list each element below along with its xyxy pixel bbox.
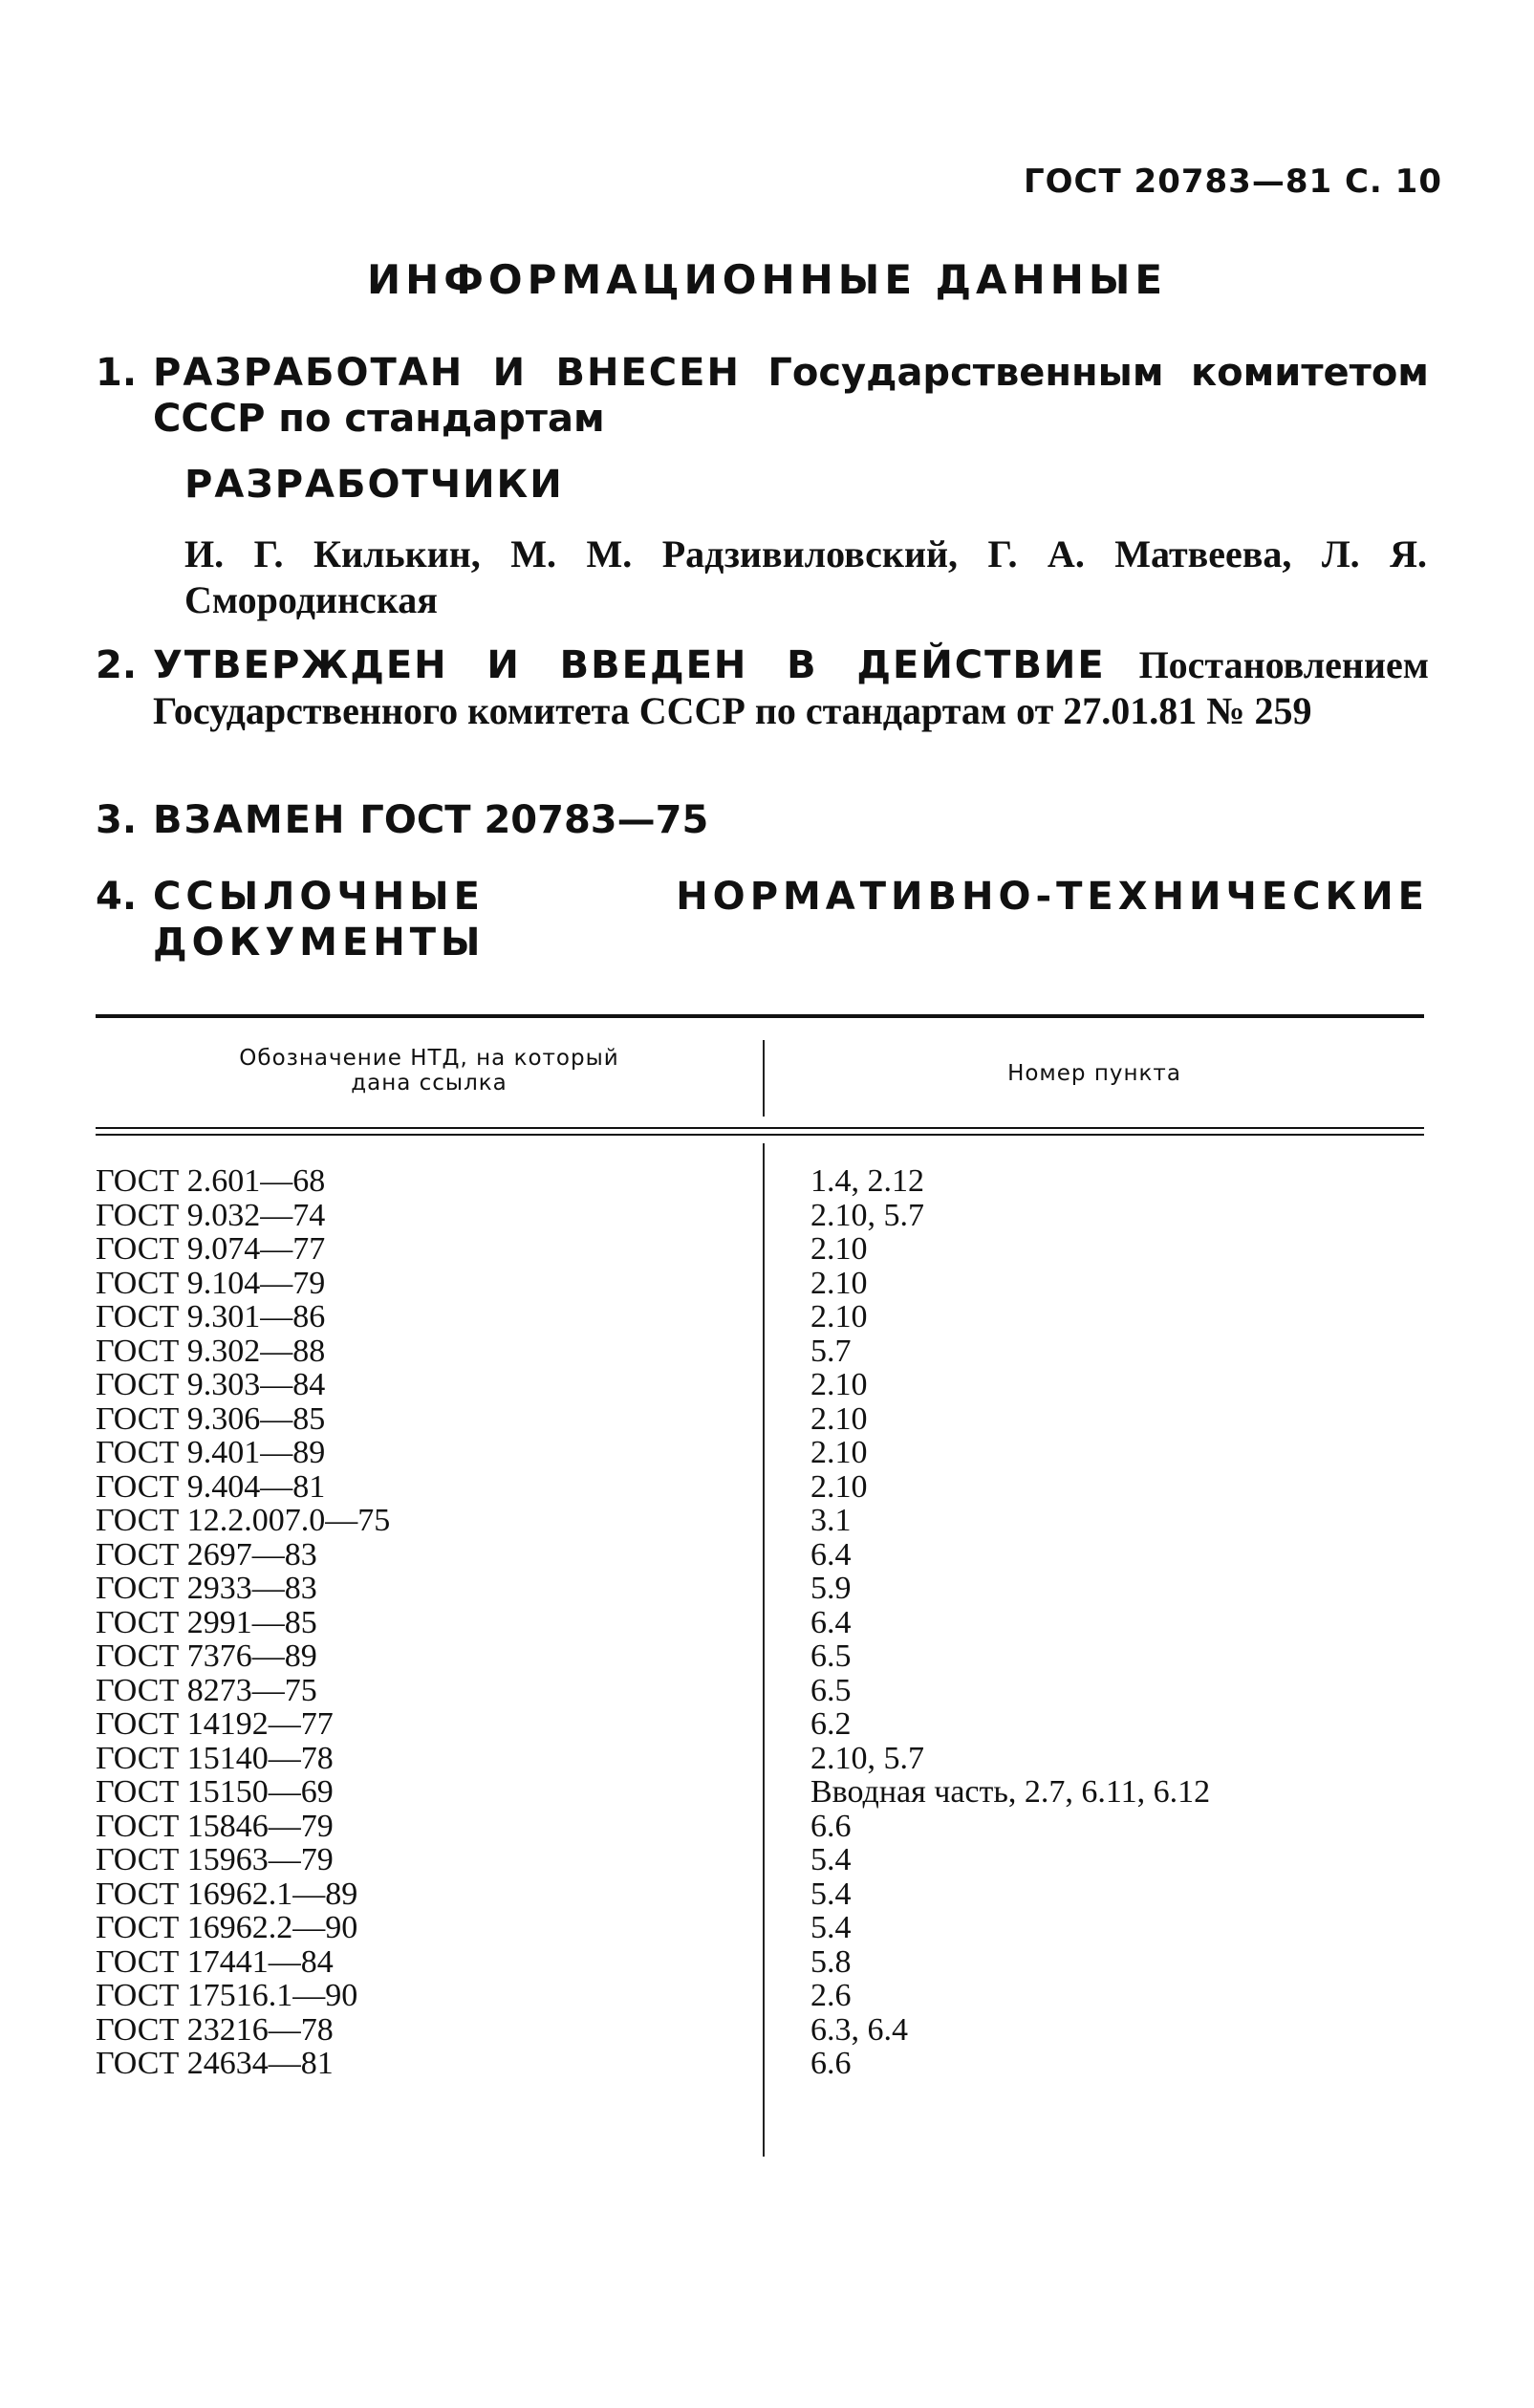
clause-cell: 5.8 [810,1943,852,1980]
designation-cell: ГОСТ 15963—79 [96,1842,334,1877]
item-lead: УТВЕРЖДЕН И ВВЕДЕН В ДЕЙСТВИЕ [153,643,1106,687]
clause-cell: 2.6 [810,1978,852,2013]
page-title: ИНФОРМАЦИОННЫЕ ДАННЫЕ [366,256,1168,303]
designation-cell: ГОСТ 12.2.007.0—75 [96,1503,391,1538]
clause-cell: 6.2 [810,1706,852,1742]
table-row [96,1775,1424,1810]
item-text: ГОСТ 20783—75 [346,798,709,842]
table-row [96,1979,1424,2013]
designation-cell: ГОСТ 16962.2—90 [96,1910,358,1945]
table-row [96,1674,1424,1708]
table-row [96,1945,1424,1980]
item-text: Государственным комитетом СССР по стандартам [153,351,1429,441]
header-rule [96,1134,1424,1136]
reference-table [96,1164,1424,2081]
item-4 [96,874,1429,965]
clause-cell: 2.10, 5.7 [810,1197,924,1233]
clause-cell: 5.7 [810,1333,852,1369]
designation-cell: ГОСТ 9.401—89 [96,1435,326,1470]
designation-cell: ГОСТ 7376—89 [96,1638,317,1674]
designation-cell: ГОСТ 8273—75 [96,1672,317,1708]
clause-cell: 5.4 [810,1910,852,1945]
table-row [96,1334,1424,1369]
table-row [96,1164,1424,1199]
clause-cell: 6.6 [810,2046,852,2081]
clause-cell: 2.10 [810,1231,868,1267]
designation-cell: ГОСТ 9.104—79 [96,1265,326,1301]
header-rule [96,1127,1424,1129]
clause-cell: 2.10 [810,1468,868,1505]
item-lead: ССЫЛОЧНЫЕ НОРМАТИВНО-ТЕХНИЧЕСКИЕ ДОКУМЕНТЫ [153,875,1429,965]
page-header: ГОСТ 20783—81 С. 10 [1023,163,1442,201]
clause-cell: 2.10 [810,1299,868,1334]
designation-cell: ГОСТ 2697—83 [96,1536,317,1573]
clause-cell: 2.10 [810,1400,868,1437]
clause-cell: 6.4 [810,1536,852,1573]
developers-heading: РАЗРАБОТЧИКИ [184,463,564,507]
item-1 [96,350,1429,442]
designation-cell: ГОСТ 15140—78 [96,1740,334,1776]
table-row [96,2047,1424,2081]
designation-cell: ГОСТ 2991—85 [96,1604,317,1640]
clause-cell: 2.10 [810,1435,868,1470]
clause-cell: 2.10 [810,1265,868,1301]
designation-cell: ГОСТ 9.074—77 [96,1231,326,1267]
clause-cell: 5.4 [810,1842,852,1877]
designation-cell: ГОСТ 17516.1—90 [96,1978,358,2013]
item-lead: ВЗАМЕН [153,798,347,842]
clause-cell: 6.5 [810,1638,852,1674]
clause-cell: 2.10 [810,1367,868,1402]
table-row [96,1742,1424,1776]
table-row [96,1300,1424,1334]
item-text: Постановлением Государственного комитета СССР по стандартам от 27.01.81 № 259 [153,643,1429,732]
column-divider [763,1040,765,1117]
table-row [96,2013,1424,2048]
designation-cell: ГОСТ 14192—77 [96,1706,334,1742]
table-row [96,1402,1424,1437]
designation-cell: ГОСТ 24634—81 [96,2046,334,2081]
designation-cell: ГОСТ 9.303—84 [96,1367,326,1402]
table-row [96,1199,1424,1233]
table-row [96,1232,1424,1267]
table-row [96,1911,1424,1945]
designation-cell: ГОСТ 9.301—86 [96,1299,326,1334]
designation-cell: ГОСТ 23216—78 [96,2011,334,2048]
table-row [96,1504,1424,1538]
item-2 [96,642,1429,734]
clause-cell: 5.4 [810,1876,852,1912]
designation-cell: ГОСТ 2.601—68 [96,1163,326,1199]
clause-cell: 1.4, 2.12 [810,1163,924,1199]
table-row [96,1572,1424,1606]
designation-cell: ГОСТ 15150—69 [96,1774,334,1810]
table-row [96,1843,1424,1877]
table-row [96,1368,1424,1402]
table-row [96,1470,1424,1505]
table-row [96,1538,1424,1573]
table-row [96,1606,1424,1640]
developers-list: И. Г. Килькин, М. М. Радзивиловский, Г. А. Матвеева, Л. Я. Смородинская [184,532,1427,621]
clause-cell: 6.3, 6.4 [810,2011,908,2048]
column-header-designation: Обозначение НТД, на который дана ссылка [239,1046,619,1096]
designation-cell: ГОСТ 15846—79 [96,1808,334,1844]
designation-cell: ГОСТ 2933—83 [96,1571,317,1606]
item-number: 2. [96,643,138,687]
column-header-clause: Номер пункта [1007,1061,1181,1086]
item-number: 3. [96,798,138,842]
clause-cell: 6.4 [810,1604,852,1640]
clause-cell: 3.1 [810,1503,852,1538]
table-row [96,1436,1424,1470]
designation-cell: ГОСТ 9.302—88 [96,1333,326,1369]
item-3 [96,797,1429,843]
item-lead: РАЗРАБОТАН И ВНЕСЕН [153,351,741,395]
designation-cell: ГОСТ 9.032—74 [96,1197,326,1233]
clause-cell: 6.6 [810,1808,852,1844]
clause-cell: Вводная часть, 2.7, 6.11, 6.12 [810,1774,1211,1810]
clause-cell: 5.9 [810,1571,852,1606]
table-row [96,1877,1424,1912]
table-row [96,1639,1424,1674]
item-number: 1. [96,351,138,395]
table-row [96,1707,1424,1742]
clause-cell: 6.5 [810,1672,852,1708]
clause-cell: 2.10, 5.7 [810,1740,924,1776]
table-row [96,1810,1424,1844]
designation-cell: ГОСТ 16962.1—89 [96,1876,358,1912]
table-row [96,1267,1424,1301]
designation-cell: ГОСТ 9.404—81 [96,1468,326,1505]
table-top-rule [96,1014,1424,1018]
item-number: 4. [96,875,138,919]
designation-cell: ГОСТ 17441—84 [96,1943,334,1980]
designation-cell: ГОСТ 9.306—85 [96,1400,326,1437]
